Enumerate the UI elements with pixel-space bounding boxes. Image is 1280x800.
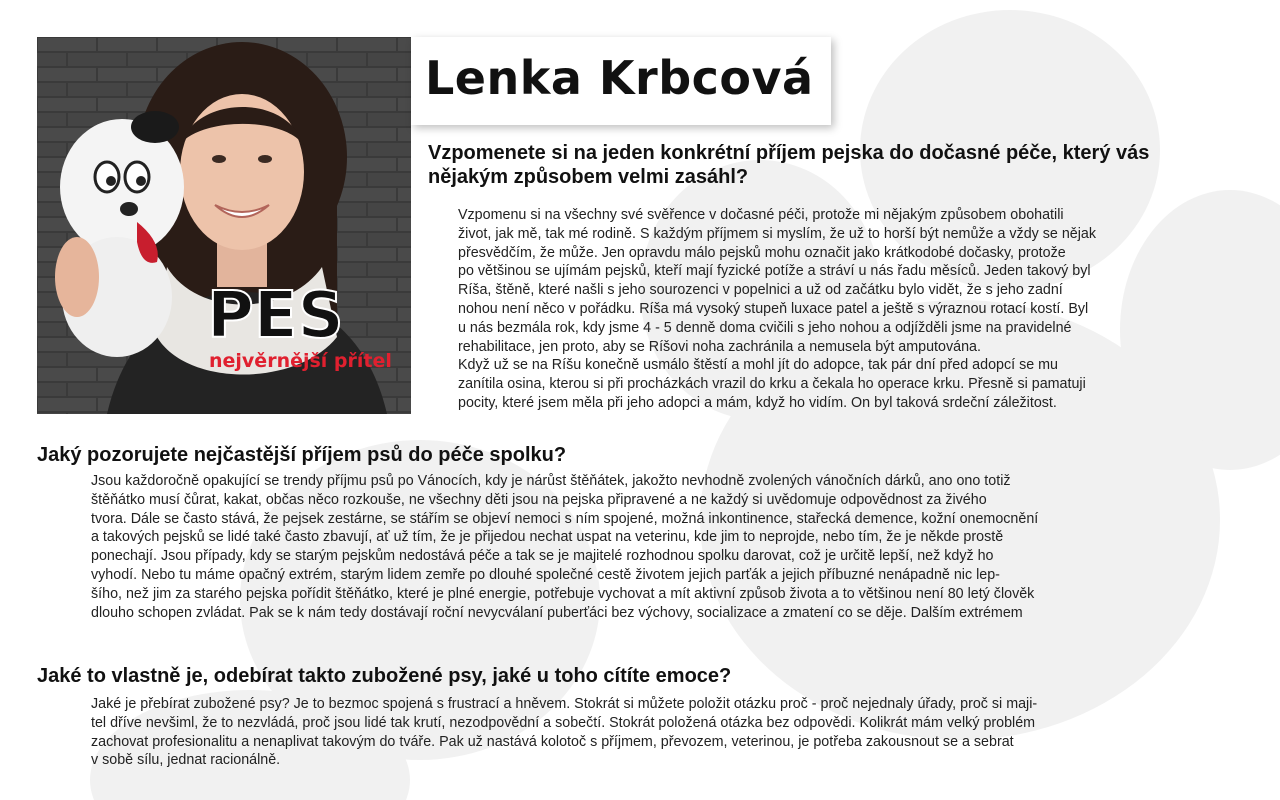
question-2: Jaký pozorujete nejčastější příjem psů do péče spolku?: [37, 444, 567, 466]
question-1: Vzpomenete si na jeden konkrétní příjem pejska do dočasné péče, který vás nějakým způsobem velmi zasáhl?: [428, 142, 1150, 188]
answer-3: Jaké je přebírat zubožené psy? Je to bezmoc spojená s frustrací a hněvem. Stokrát si můžete položit otázku proč - proč nejednaly úřady, proč si maji- tel dříve nevšiml, že to nezvládá, proč jsou lidé tak krutí, nezodpovědní a sobečtí. Stokrát položená otázka bez odpovědi. Kolikrát mám velký problém zachovat profesionalitu a nenaplivat takovým do tváře. Pak už nastává kolotoč s příjmem, převozem, veterinou, je potřeba zakousnout se a sebrat v sobě sílu, jednat racionálně.: [91, 696, 1038, 769]
answer-1: Vzpomenu si na všechny své svěřence v dočasné péči, protože mi nějakým způsobem obohatili život, jak mě, tak mé rodině. S každým příjmem si myslím, že už to horší být nemůže a vždy se nějak přesvědčím, že může. Jen opravdu málo pejsků mohu označit jako krátkodobé dočasky, protože po většinou se ujímám pejsků, kteří mají fyzické potíže a stráví u nás řadu měsíců. Jeden takový byl Ríša, štěně, které našli s jeho sourozenci v popelnici a už od začátku bylo vidět, že s jeho zadní nohou není něco v pořádku. Ríša má vysoký stupeň luxace patel a ještě s výraznou rotací kostí. Byl u nás bezmála rok, kdy jsme 4 - 5 denně doma cvičili s jeho nohou a odjížděli jsme na pravidelné rehabilitace, jen proto, aby se Ríšovi noha zachránila a nemusela být amputována. Když už se na Ríšu konečně usmálo štěstí a mohl jít do adopce, tak pár dní před adopcí se mu zanítila osina, kterou si při procházkách vrazil do krku a čekala ho operace krku. Přesně si pamatuji pocity, které jsem měla při jeho adopci a mám, když ho vidím. On byl taková srdeční záležitost.: [458, 207, 1097, 411]
portrait-photo: [37, 37, 411, 414]
pes-logo-text: PES: [207, 279, 344, 353]
page-title: Lenka Krbcová: [425, 51, 814, 105]
pes-logo-subtitle: nejvěrnější přítel: [209, 350, 392, 372]
question-3: Jaké to vlastně je, odebírat takto zubožené psy, jaké u toho cítíte emoce?: [37, 665, 732, 687]
name-title-box: [411, 37, 831, 125]
answer-2: Jsou každoročně opakující se trendy příjmu psů po Vánocích, kdy je nárůst štěňátek, jakožto nevhodně zvolených vánočních dárků, ano ono totiž štěňátko musí čůrat, kakat, občas něco rozkouše, ne všechny děti jsou na pejska připravené a ne každý si uvědomuje odpovědnost za živého tvora. Dále se často stává, že pejsek zestárne, se stářím se objeví nemoci s ním spojené, možná inkontinence, stařecká demence, kožní onemocnění a takových pejsků se lidé také často zbavují, ať už tím, že je přijedou nechat uspat na veterinu, kde jim to neprojde, nebo tím, že je někde prostě ponechají. Jsou případy, kdy se starým pejskům nedostává péče a tak se je majitelé rozhodnou spolku darovat, což je určitě lepší, než když ho vyhodí. Nebo tu máme opačný extrém, starým lidem zemře po dlouhé společné cestě životem jejich parťák a jejich příbuzné nenápadně nic lep- šího, než jim za starého pejska pořídit štěňátko, které je plné energie, potřebuje vychovat a mít aktivní způsob života a to většinou není 80 letý člověk dlouho schopen zvládat. Pak se k nám tedy dostávají roční nevycválaní puberťáci bez výchovy, socializace a zmatení co se děje. Dalším extrémem: [91, 473, 1039, 621]
